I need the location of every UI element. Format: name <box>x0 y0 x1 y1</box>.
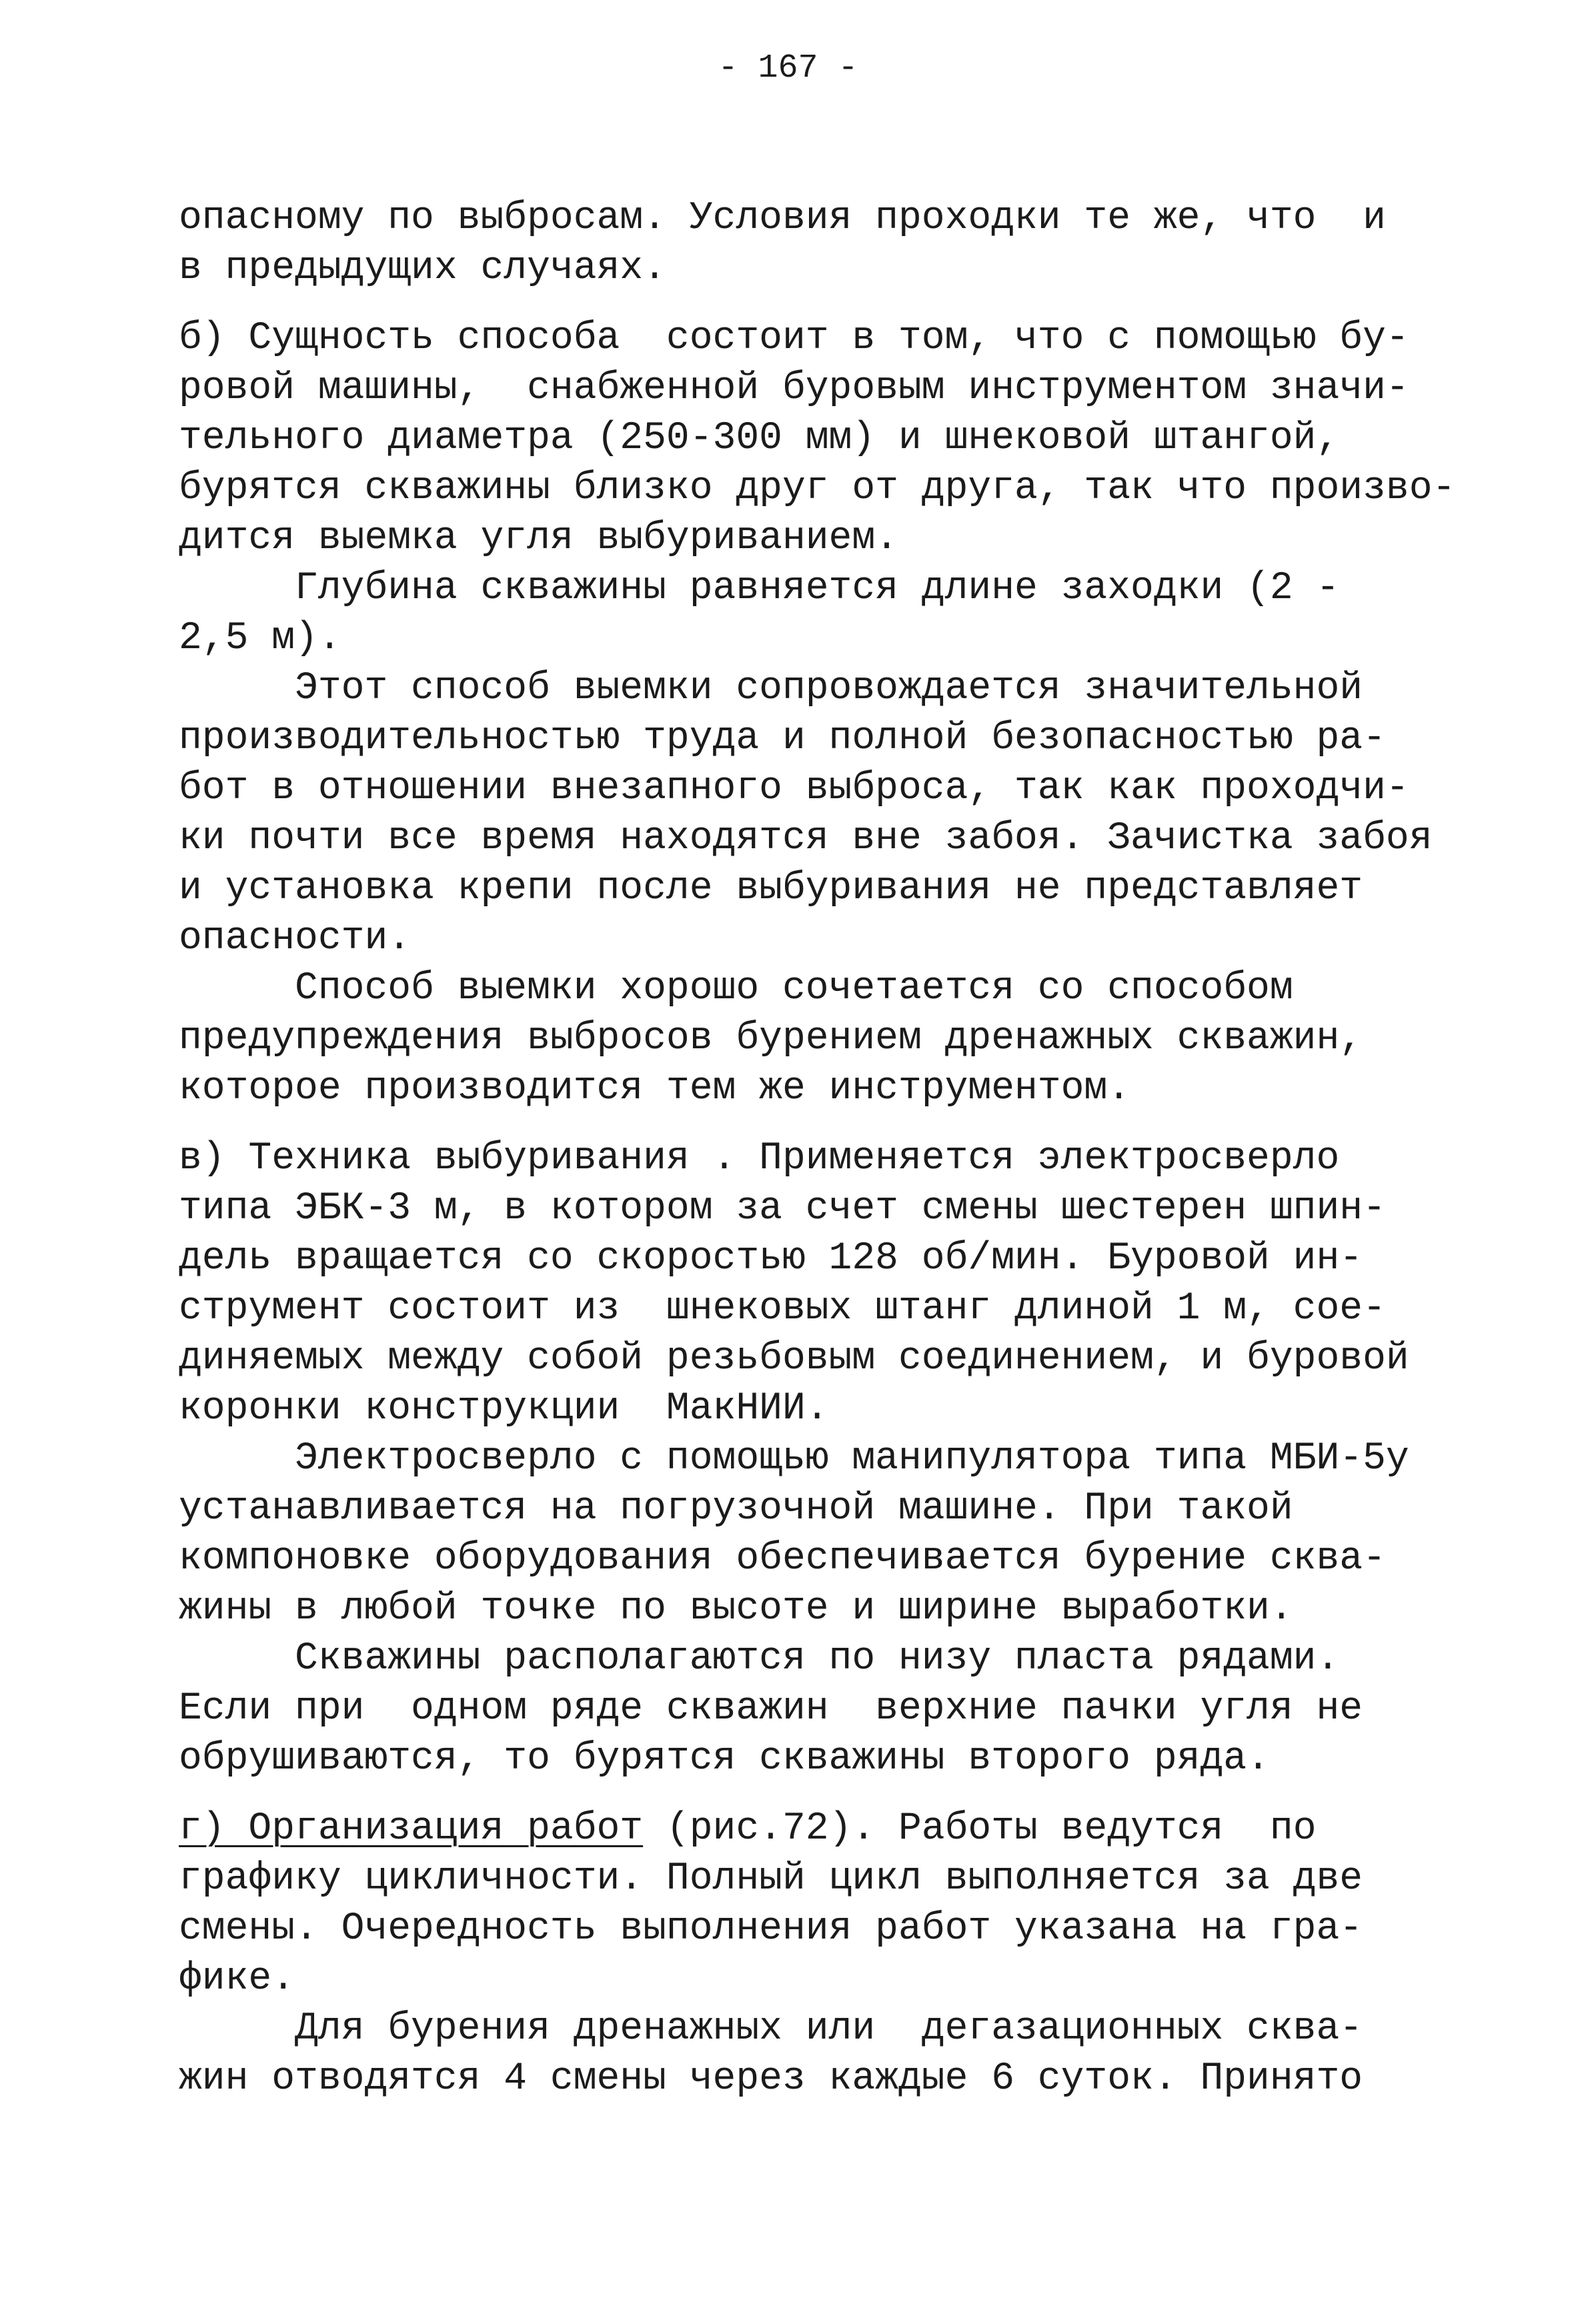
section-g-heading: г) Организация работ <box>179 1807 644 1851</box>
text-line: жин отводятся 4 смены через каждые 6 суток. Принято <box>179 2057 1363 2101</box>
text-line: 2,5 м). <box>179 617 341 660</box>
text-line: ки почти все время находятся вне забоя. Зачистка забоя <box>179 817 1433 860</box>
text-line: бот в отношении внезапного выброса, так как проходчи- <box>179 767 1409 810</box>
text-line: Если при одном ряде скважин верхние пачки угля не <box>179 1687 1363 1730</box>
body-text <box>179 193 1499 2104</box>
text-line: жины в любой точке по высоте и ширине выработки. <box>179 1587 1293 1630</box>
text-line: которое производится тем же инструментом. <box>179 1067 1131 1110</box>
text-line: производительностью труда и полной безопасностью ра- <box>179 717 1386 760</box>
text-line: опасности. <box>179 917 412 960</box>
text-line: Для бурения дренажных или дегазационных сква- <box>179 2007 1363 2051</box>
text-line: тельного диаметра (250-300 мм) и шнековой штангой, <box>179 417 1340 460</box>
text-line: струмент состоит из шнековых штанг длиной 1 м, сое- <box>179 1287 1386 1330</box>
text-line: и установка крепи после выбуривания не представляет <box>179 867 1363 910</box>
text-line: фике. <box>179 1957 295 2001</box>
text-line: Скважины располагаются по низу пласта рядами. <box>179 1637 1340 1680</box>
text-line: смены. Очередность выполнения работ указана на гра- <box>179 1907 1363 1951</box>
text-line: опасному по выбросам. Условия проходки те же, что и <box>179 197 1386 240</box>
page-number: - 167 - <box>718 49 858 87</box>
text-line: бурятся скважины близко друг от друга, так что произво- <box>179 467 1456 510</box>
text-line: обрушиваются, то бурятся скважины второго ряда. <box>179 1737 1270 1781</box>
section-g-heading-rest: (рис.72). Работы ведутся по <box>666 1807 1317 1851</box>
text-line: Этот способ выемки сопровождается значительной <box>179 667 1363 710</box>
text-line: Способ выемки хорошо сочетается со способом <box>179 967 1293 1010</box>
section-b-heading-line: б) Сущность способа состоит в том, что с помощью бу- <box>179 317 1409 360</box>
text-line: Глубина скважины равняется длине заходки (2 - <box>179 567 1340 610</box>
text-line: ровой машины, снабженной буровым инструментом значи- <box>179 367 1409 410</box>
text-line: предупреждения выбросов бурением дренажных скважин, <box>179 1017 1363 1060</box>
text-line: типа ЭБК-3 м, в котором за счет смены шестерен шпин- <box>179 1187 1386 1230</box>
text-line: в предыдущих случаях. <box>179 247 666 290</box>
text-line: Электросверло с помощью манипулятора типа МБИ-5у <box>179 1437 1409 1480</box>
text-line: коронки конструкции МакНИИ. <box>179 1387 829 1430</box>
text-line: графику цикличности. Полный цикл выполняется за две <box>179 1857 1363 1901</box>
text-line: устанавливается на погрузочной машине. При такой <box>179 1487 1293 1530</box>
text-line: дится выемка угля выбуриванием. <box>179 517 898 560</box>
text-line: диняемых между собой резьбовым соединением, и буровой <box>179 1337 1409 1380</box>
text-line: дель вращается со скоростью 128 об/мин. Буровой ин- <box>179 1237 1363 1280</box>
text-line: компоновке оборудования обеспечивается бурение сква- <box>179 1537 1386 1580</box>
section-g-heading-line <box>179 1804 1499 1854</box>
section-v-heading-line: в) Техника выбуривания . Применяется электросверло <box>179 1137 1340 1180</box>
